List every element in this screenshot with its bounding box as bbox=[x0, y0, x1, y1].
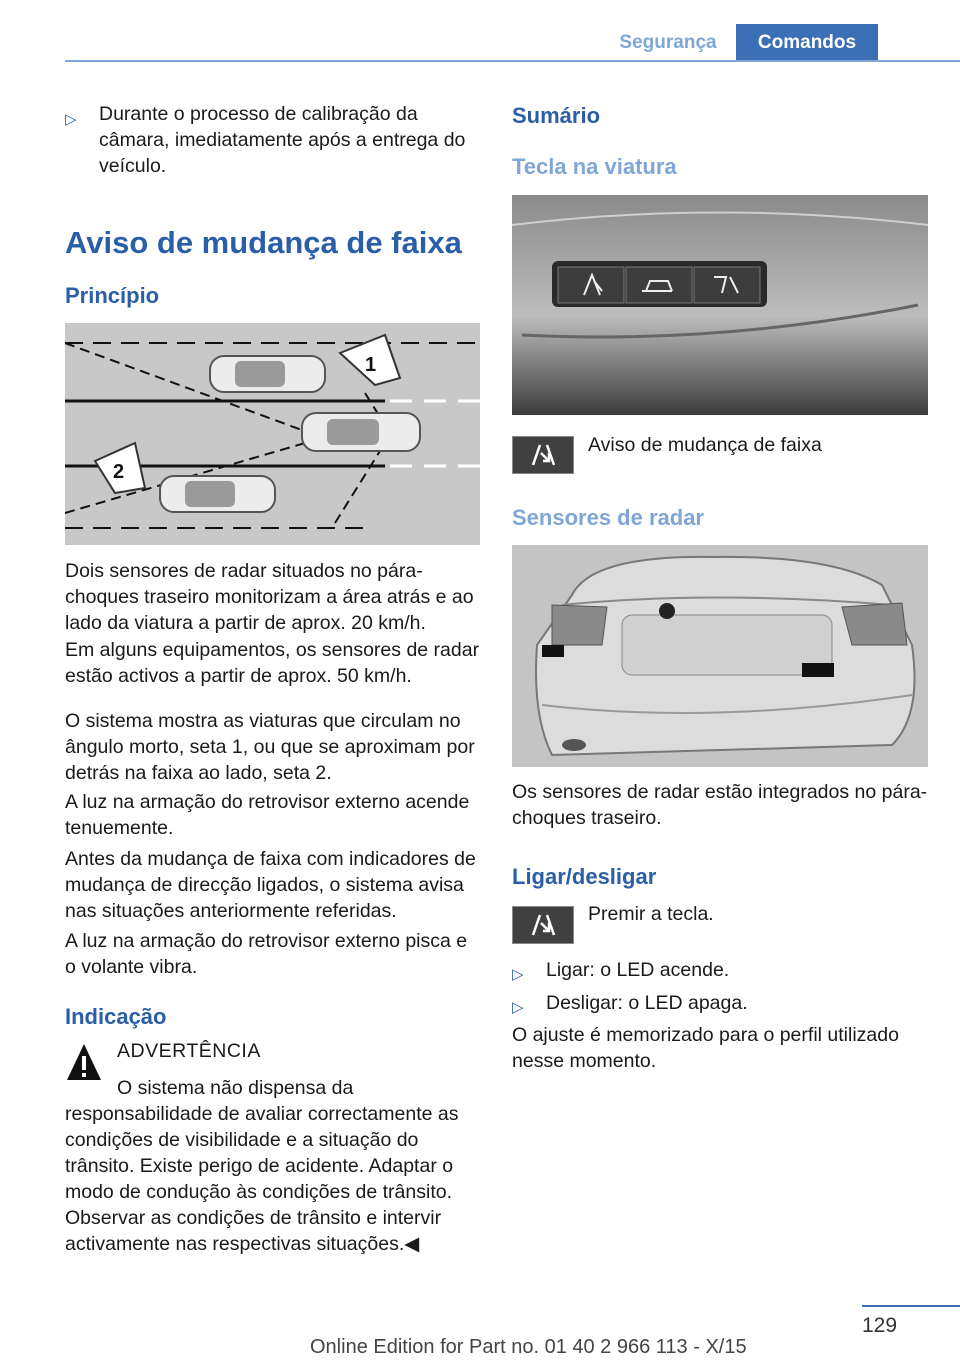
on-item: Ligar: o LED acende. bbox=[546, 959, 730, 981]
key-caption: Aviso de mudança de faixa bbox=[588, 434, 822, 456]
warning-title: ADVERTÊNCIA bbox=[117, 1040, 261, 1062]
radar-text: Os sensores de radar estão integrados no pára-choques traseiro. bbox=[512, 781, 928, 829]
principle-heading: Princípio bbox=[65, 283, 160, 308]
edition-footer: Online Edition for Part no. 01 40 2 966 113 - X/15 bbox=[310, 1336, 747, 1358]
warning-text: O sistema não dispensa da responsabilidade de avaliar correctamente as condições de visibilidade e a situação do trânsito. Existe perigo de acidente. Adaptar o modo de condução às condições de trânsito. Observar as condições de trânsito e intervir activamente nas respectivas situações.◀ bbox=[65, 1077, 459, 1255]
page-number: 129 bbox=[862, 1314, 898, 1337]
section-title: Aviso de mudança de faixa bbox=[65, 225, 462, 260]
key-photo bbox=[512, 195, 928, 415]
paragraph-3: O sistema mostra as viaturas que circulam no ângulo morto, seta 1, ou que se aproximam por detrás na faixa ao lado, seta 2. bbox=[65, 710, 475, 784]
header-rule bbox=[65, 60, 960, 62]
car-icon bbox=[210, 356, 325, 392]
lane-change-warning-button-icon-2 bbox=[512, 906, 574, 944]
summary-heading: Sumário bbox=[512, 103, 601, 128]
onoff-heading: Ligar/desligar bbox=[512, 864, 657, 889]
lane-change-warning-button-icon bbox=[512, 436, 574, 474]
arrow-2-label: 2 bbox=[113, 461, 125, 483]
paragraph-4: A luz na armação do retrovisor externo acende tenuemente. bbox=[65, 791, 470, 839]
bullet-icon: ▷ bbox=[65, 111, 77, 128]
key-heading: Tecla na viatura bbox=[512, 154, 677, 179]
paragraph-1: Dois sensores de radar situados no pára-choques traseiro monitorizam a área atrás e ao lado da viatura a partir de aprox. 20 km/h. bbox=[65, 560, 474, 634]
bullet-icon: ▷ bbox=[512, 966, 524, 983]
off-item: Desligar: o LED apaga. bbox=[546, 992, 748, 1014]
car-icon bbox=[160, 476, 275, 512]
press-key-text: Premir a tecla. bbox=[588, 903, 714, 925]
lane-change-diagram bbox=[65, 323, 480, 545]
paragraph-5: Antes da mudança de faixa com indicadores de mudança de direcção ligados, o sistema avisa nas situações anteriormente referidas. bbox=[65, 848, 476, 922]
arrow-1-label: 1 bbox=[365, 354, 377, 376]
tab-seguranca[interactable]: Segurança bbox=[619, 32, 717, 53]
radar-heading: Sensores de radar bbox=[512, 505, 704, 530]
paragraph-2: Em alguns equipamentos, os sensores de radar estão activos a partir de aprox. 50 km/h. bbox=[65, 639, 480, 687]
paragraph-6: A luz na armação do retrovisor externo pisca e o volante vibra. bbox=[65, 930, 468, 978]
calibration-bullet: Durante o processo de calibração da câmara, imediatamente após a entrega do veículo. bbox=[99, 103, 466, 177]
radar-photo bbox=[512, 545, 928, 767]
note-heading: Indicação bbox=[65, 1004, 167, 1029]
footer-rule bbox=[862, 1305, 960, 1307]
car-icon bbox=[302, 413, 420, 451]
memo-text: O ajuste é memorizado para o perfil utilizado nesse momento. bbox=[512, 1024, 899, 1072]
tab-comandos[interactable]: Comandos bbox=[736, 24, 878, 62]
bullet-icon: ▷ bbox=[512, 999, 524, 1016]
